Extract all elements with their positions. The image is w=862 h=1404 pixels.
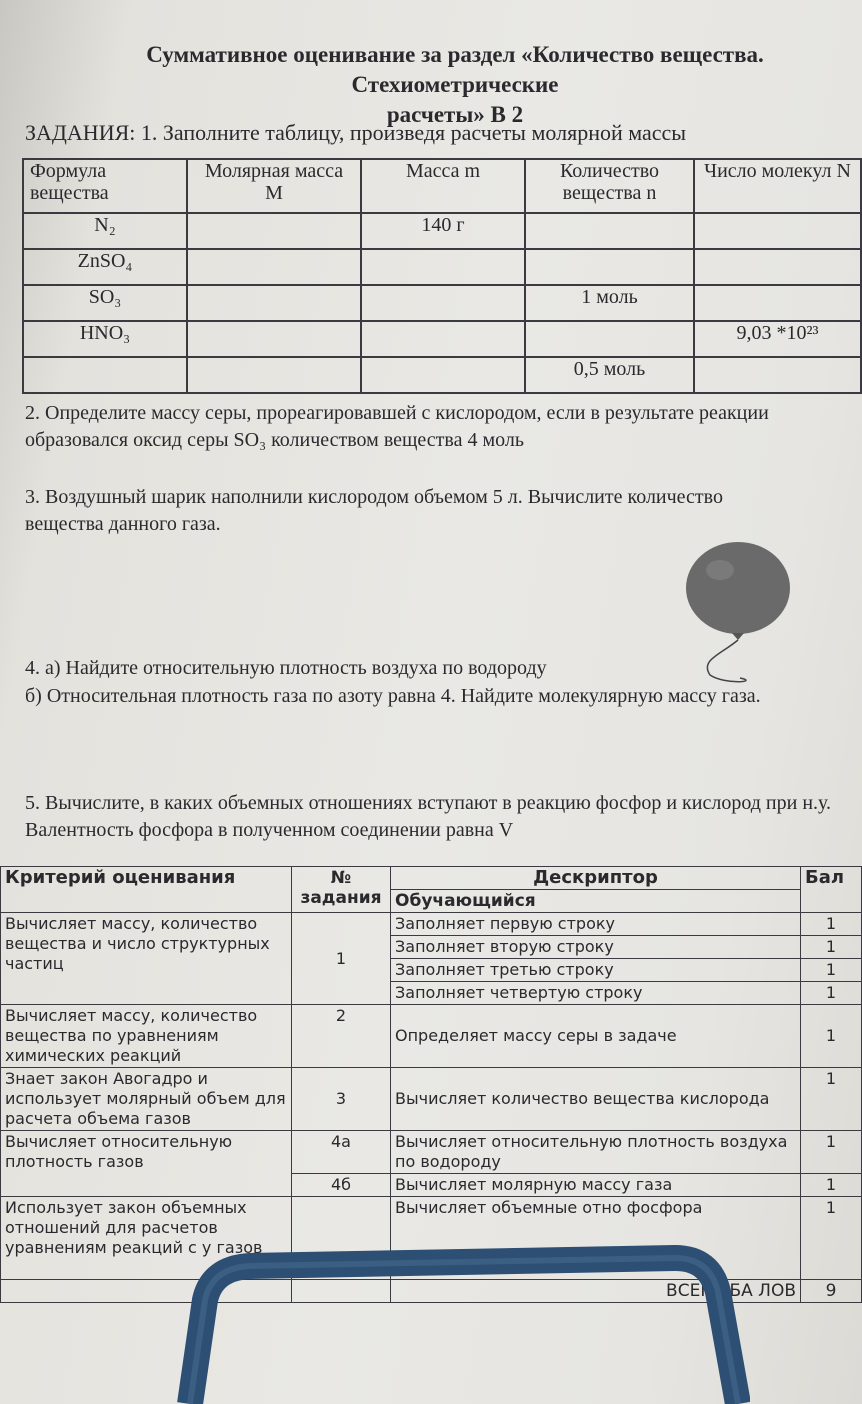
criterion-cell: Знает закон Авогадро и использует молярный объем для расчета объема газов [1,1068,292,1131]
task-number-cell: 2 [292,1005,391,1068]
table-cell [525,213,694,249]
table-cell [694,357,861,393]
table-cell: SO₃ [23,285,187,321]
title-line-2: расчеты» В 2 [386,102,524,127]
table-cell: ZnSO₄ [23,249,187,285]
table-cell [187,357,361,393]
table-cell: 1 моль [525,285,694,321]
score-cell: 1 [801,1068,862,1131]
table-cell: 0,5 моль [525,357,694,393]
score-cell: 1 [801,982,862,1005]
bag-handle-icon [150,1230,750,1404]
table-row [23,321,861,357]
task-number-cell: 3 [292,1068,391,1131]
table-cell: 140 г [361,213,525,249]
table-row [23,249,861,285]
score-cell: 1 [801,1197,862,1280]
criterion-cell: Вычисляет массу, количество вещества и число структурных частиц [1,913,292,1005]
table-cell: HNO₃ [23,321,187,357]
descriptor-cell: Заполняет четвертую строку [391,982,801,1005]
table-cell [23,357,187,393]
table-cell [694,249,861,285]
score-cell: 1 [801,959,862,982]
header-amount: Количество вещества n [525,159,694,213]
criterion-cell: Вычисляет массу, количество вещества по уравнениям химических реакций [1,1005,292,1068]
table-row [1,913,862,936]
descriptor-cell: Заполняет вторую строку [391,936,801,959]
descriptor-cell: Вычисляет количество вещества кислорода [391,1068,801,1131]
header-formula: Формула вещества [23,159,187,213]
table-cell [361,321,525,357]
task-3: 3. Воздушный шарик наполнили кислородом объемом 5 л. Вычислите количество вещества данного газа. [25,486,723,535]
molar-table [22,158,862,394]
table-header-row [23,159,861,213]
table-row [1,1005,862,1068]
tasks-header: ЗАДАНИЯ: 1. Заполните таблицу, произведя расчеты молярной массы [25,120,687,145]
table-cell [187,321,361,357]
header-mass: Масса m [361,159,525,213]
table-row [1,1131,862,1174]
task-4a: 4. а) Найдите относительную плотность воздуха по водороду [25,657,547,679]
task-2: 2. Определите массу серы, прореагировавшей с кислородом, если в результате реакции образовался оксид серы SO₃ количеством вещества 4 моль [25,402,769,451]
header-student: Обучающийся [391,890,801,913]
task-number-cell: 4а [292,1131,391,1174]
criterion-cell: Вычисляет относительную плотность газов [1,1131,292,1197]
title-line-1: Суммативное оценивание за раздел «Количество вещества. Стехиометрические [146,42,764,97]
task-number-cell: 1 [292,913,391,1005]
table-cell [187,213,361,249]
header-score: Бал [801,867,862,913]
descriptor-cell: Вычисляет молярную массу газа [391,1174,801,1197]
header-descriptor: Дескриптор [391,867,801,890]
descriptor-cell: Определяет массу серы в задаче [391,1005,801,1068]
score-cell: 1 [801,1005,862,1068]
table-row [23,357,861,393]
table-cell [525,321,694,357]
task-4b: б) Относительная плотность газа по азоту равна 4. Найдите молекулярную массу газа. [25,685,761,707]
header-molar-mass: Молярная масса M [187,159,361,213]
score-cell: 1 [801,1174,862,1197]
table-row [23,213,861,249]
descriptor-cell: Заполняет первую строку [391,913,801,936]
table-cell [361,285,525,321]
table-cell [525,249,694,285]
table-header-row [1,867,862,890]
header-criterion: Критерий оценивания [1,867,292,913]
task-number-cell: 4б [292,1174,391,1197]
total-label: ВСЕГО БА ЛОВ [391,1280,801,1303]
table-cell [361,357,525,393]
table-cell [694,213,861,249]
table-cell [694,285,861,321]
score-cell: 1 [801,936,862,959]
criterion-cell: Использует закон объемных отношений для расчетов уравнениям реакций с у газов [1,1197,292,1280]
header-molecules: Число молекул N [694,159,861,213]
table-row [1,1068,862,1131]
score-cell: 1 [801,1131,862,1174]
task-5: 5. Вычислите, в каких объемных отношениях вступают в реакцию фосфор и кислород при н.у. Валентность фосфора в полученном соединении равна V [25,792,832,841]
table-row [23,285,861,321]
page-title [55,40,855,130]
table-cell [187,249,361,285]
descriptor-cell: Вычисляет относительную плотность воздуха по водороду [391,1131,801,1174]
table-cell: 9,03 *10²³ [694,321,861,357]
table-cell [361,249,525,285]
table-cell [187,285,361,321]
table-cell: N₂ [23,213,187,249]
descriptor-cell: Заполняет третью строку [391,959,801,982]
total-score: 9 [801,1280,862,1303]
score-cell: 1 [801,913,862,936]
header-task-number: № задания [292,867,391,913]
descriptor-cell: Вычисляет объемные отно фосфора [391,1197,801,1280]
